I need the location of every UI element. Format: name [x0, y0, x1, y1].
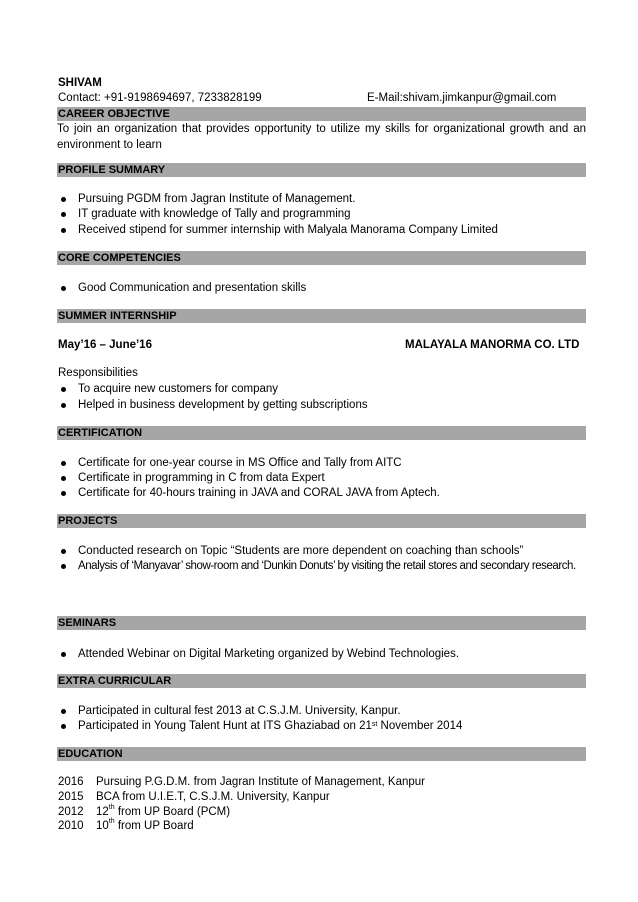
education-row: 2010 10th from UP Board	[58, 818, 194, 832]
section-header-certification: CERTIFICATION	[57, 426, 586, 440]
bullet-icon	[61, 461, 66, 466]
bullet-icon	[61, 387, 66, 392]
bullet-icon	[61, 228, 66, 233]
education-row: 2012 12th from UP Board (PCM)	[58, 804, 231, 818]
bullet-icon	[61, 212, 66, 217]
education-row: 2016 Pursuing P.G.D.M. from Jagran Institute of Management, Kanpur	[58, 776, 425, 788]
bullet-icon	[61, 476, 66, 481]
bullet-icon	[61, 491, 66, 496]
bullet-icon	[61, 403, 66, 408]
bullet-icon	[61, 197, 66, 202]
internship-period: May’16 – June’16	[58, 339, 152, 351]
contact-email: E-Mail:shivam.jimkanpur@gmail.com	[367, 92, 557, 104]
section-header-seminars: SEMINARS	[57, 616, 586, 630]
section-header-extra-curricular: EXTRA CURRICULAR	[57, 674, 586, 688]
contact-phone: Contact: +91-9198694697, 7233828199	[58, 92, 262, 104]
section-header-career-objective: CAREER OBJECTIVE	[57, 107, 586, 121]
section-header-education: EDUCATION	[57, 747, 586, 761]
section-header-core-competencies: CORE COMPETENCIES	[57, 251, 586, 265]
career-objective-text: To join an organization that provides opportunity to utilize my skills for organizational growth and an environment to learn	[57, 123, 586, 151]
bullet-icon	[61, 564, 66, 569]
bullet-icon	[61, 286, 66, 291]
responsibilities-label: Responsibilities	[58, 367, 138, 379]
candidate-name: SHIVAM	[58, 77, 102, 89]
bullet-icon	[61, 724, 66, 729]
section-header-summer-internship: SUMMER INTERNSHIP	[57, 309, 586, 323]
education-row: 2015 BCA from U.I.E.T, C.S.J.M. University, Kanpur	[58, 791, 330, 803]
bullet-icon	[61, 652, 66, 657]
section-header-profile-summary: PROFILE SUMMARY	[57, 163, 586, 177]
bullet-icon	[61, 549, 66, 554]
internship-company: MALAYALA MANORMA CO. LTD	[405, 339, 580, 351]
section-header-projects: PROJECTS	[57, 514, 586, 528]
bullet-icon	[61, 709, 66, 714]
